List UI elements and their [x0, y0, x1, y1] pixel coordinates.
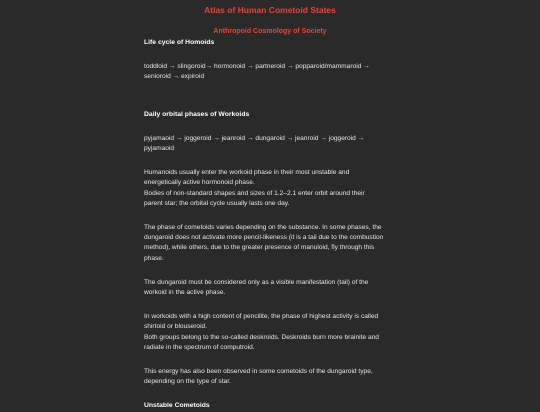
paragraph-dungaroid-tail: The dungaroid must be considered only as a visible manifestation (tail) of the workoid in the active phase. [144, 278, 369, 297]
page-title: Atlas of Human Cometoid States [204, 5, 336, 15]
unstable-heading: Unstable Cometoids [144, 402, 210, 410]
document-body [144, 38, 384, 412]
lifecycle-text: toddloid → slingoroid→ hormonoid → partneroid → popparoid/mammaroid → senioroid → expiroid [144, 63, 370, 81]
paragraph-energy: This energy has also been observed in some cometoids of the dungaroid type, depending on the type of star. [144, 368, 373, 386]
paragraph-workoid-phase: Humanoids usually enter the workoid phase in their most unstable and energetically active hormonoid phase. [144, 169, 350, 187]
lifecycle-heading: Life cycle of Homoids [144, 39, 215, 46]
orbital-text: pyjamaoid → joggeroid → jeanroid → dungaroid → jeanroid → joggeroid → pyjamaoid [144, 134, 365, 153]
page-subtitle: Anthropoid Cosmology of Society [213, 28, 327, 35]
document-header [0, 0, 540, 36]
orbital-heading: Daily orbital phases of Workoids [144, 110, 250, 118]
paragraph-cometoid-phase: The phase of cometoids varies depending on the substance. In some phases, the dungaroid does not activate more pencil-likeness (it is a tail due to the combustion method), while others, due to the greater presence of manuloid, fly through this phase. [144, 224, 384, 262]
paragraph-pencilite: In workoids with a high content of pencilite, the phase of highest activity is called shirtoid or blouseroid. [144, 313, 379, 331]
paragraph-deskroids: Both groups belong to the so-called deskroids. Deskroids burn more brainite and radiate in the spectrum of computroid. [144, 333, 379, 351]
paragraph-orbit-bodies: Bodies of non-standard shapes and sizes of 1.2–2.1 enter orbit around their parent star; the orbital cycle usually lasts one day. [144, 189, 365, 207]
